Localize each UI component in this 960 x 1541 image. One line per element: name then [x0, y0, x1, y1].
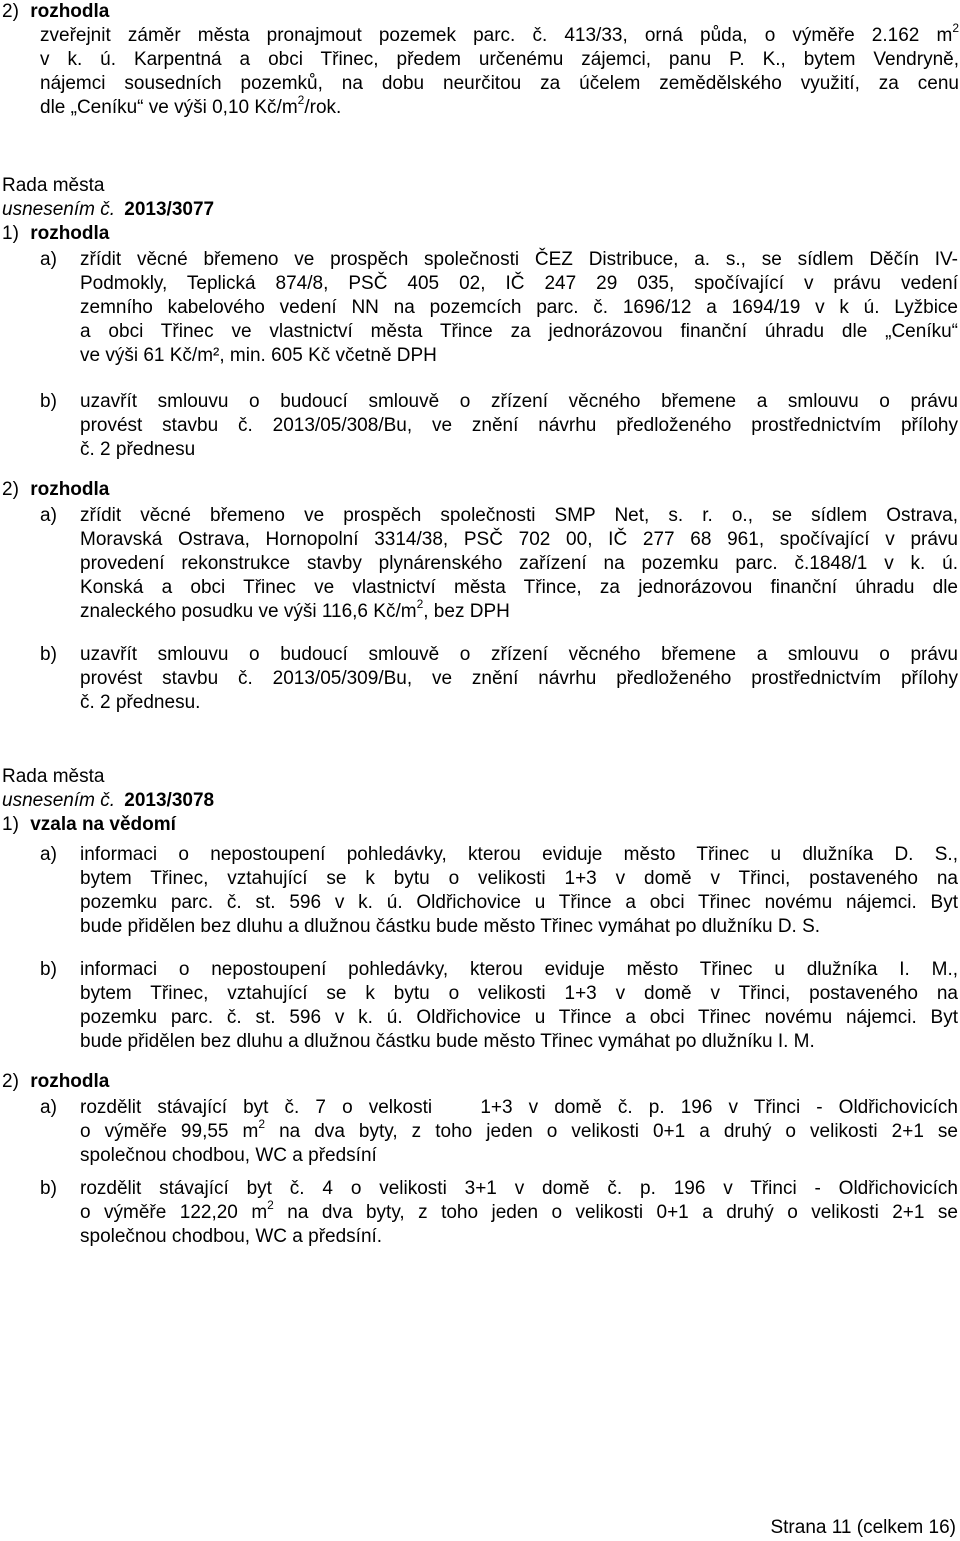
text-line: rozdělit stávající byt č. 7 o velkosti 1+3 v domě č. p. 196 v Třinci - Oldřichovicích [80, 1097, 958, 1118]
text-line: uzavřít smlouvu o budoucí smlouvě o zřízení věcného břemene a smlouvu o právu [80, 391, 958, 412]
item-body [80, 504, 958, 624]
text-line: č. 2 přednesu. [80, 692, 201, 713]
text-line: Moravská Ostrava, Hornopolní 3314/38, PSČ 702 00, IČ 277 68 961, spočívající v právu [80, 529, 958, 550]
section-prev [0, 0, 960, 118]
text-line: nájemci sousedních pozemků, na dobu neurčitou za účelem zemědělského využití, za cenu [40, 73, 959, 94]
item-label: b) [40, 959, 57, 980]
text-line: bytem Třinec, vztahující se k bytu o velikosti 1+3 v domě v Třinci, postaveného na [80, 983, 958, 1004]
resolution-title [0, 198, 960, 222]
text-line: bytem Třinec, vztahující se k bytu o velikosti 1+3 v domě v Třinci, postaveného na [80, 868, 958, 889]
item-body [80, 643, 958, 715]
resolution-label: usnesením č. [2, 790, 115, 811]
text-line: o výměře 122,20 $m^2$ na dva byty, z toho jeden o velikosti 0+1 a druhý o velikosti 2+1 se [80, 1198, 958, 1223]
point-heading: 2) rozhodla [2, 479, 110, 500]
text-line: zemního kabelového vedení NN na pozemcích parc. č. 1696/12 a 1694/19 v k ú. Lyžbice [80, 297, 958, 318]
text-line: rozdělit stávající byt č. 4 o velikosti 3+1 v domě č. p. 196 v Třinci - Oldřichovicích [80, 1178, 958, 1199]
item-body [80, 390, 958, 462]
item-label: a) [40, 1097, 57, 1118]
council-label: Rada města [2, 175, 105, 196]
text-line: pozemku parc. č. st. 596 v k. ú. Oldřichovice u Třince a obci Třinec novému nájemci. Byt [80, 892, 958, 913]
resolution-label: usnesením č. [2, 199, 115, 220]
text-line: informaci o nepostoupení pohledávky, kterou eviduje město Třinec u dlužníka D. S., [80, 844, 958, 865]
council-label: Rada města [2, 766, 105, 787]
section-body [40, 21, 959, 120]
text-line: č. 2 přednesu [80, 439, 196, 460]
resolution-number: 2013/3077 [124, 199, 215, 220]
text-line: Podmokly, Teplická 874/8, PSČ 405 02, IČ 247 29 035, spočívající v právu vedení [80, 273, 958, 294]
text-line: v k. ú. Karpentná a obci Třinec, předem určenému zájemci, panu P. K., bytem Vendryně, [40, 49, 959, 70]
text-line: Konská a obci Třinec ve vlastnictví města Třince, za jednorázovou finanční úhradu dle [80, 577, 958, 598]
text-line: uzavřít smlouvu o budoucí smlouvě o zřízení věcného břemene a smlouvu o právu [80, 644, 958, 665]
resolution-title [0, 789, 960, 813]
resolution-3078 [0, 765, 960, 1247]
point-heading: 2) rozhodla [2, 1071, 110, 1092]
text-line: provést stavbu č. 2013/05/308/Bu, ve znění návrhu předloženého prostřednictvím přílohy [80, 415, 958, 436]
section-heading [0, 0, 960, 24]
resolution-3077 [0, 174, 960, 713]
text-line: pozemku parc. č. st. 596 v k. ú. Oldřichovice u Třince a obci Třinec novému nájemci. Byt [80, 1007, 958, 1028]
point-heading: 1) vzala na vědomí [2, 814, 176, 835]
item-label: a) [40, 249, 57, 270]
section-number: 2) [2, 1, 19, 22]
item-body [80, 843, 958, 939]
item-label: b) [40, 1178, 57, 1199]
text-line: zřídit věcné břemeno ve prospěch společnosti SMP Net, s. r. o., se sídlem Ostrava, [80, 505, 958, 526]
point-heading: 1) rozhodla [2, 223, 110, 244]
page-number: Strana 11 (celkem 16) [770, 1517, 956, 1538]
text-line: zveřejnit záměr města pronajmout pozemek parc. č. 413/33, orná půda, o výměře 2.162 $m^2$ [40, 21, 959, 46]
text-line: o výměře 99,55 $m^2$ na dva byty, z toho jeden o velikosti 0+1 a druhý o velikosti 2+1 se [80, 1117, 958, 1142]
text-line: bude přidělen bez dluhu a dlužnou částku bude město Třinec vymáhat po dlužníku I. M. [80, 1031, 815, 1052]
text-line: informaci o nepostoupení pohledávky, kterou eviduje město Třinec u dlužníka I. M., [80, 959, 958, 980]
text-line: provedení rekonstrukce stavby plynárenského zařízení na pozemku parc. č.1848/1 v k. ú. [80, 553, 958, 574]
text-line: ve výši 61 Kč/m², min. 605 Kč včetně DPH [80, 345, 437, 366]
item-label: a) [40, 505, 57, 526]
item-label: b) [40, 644, 57, 665]
text-line: zřídit věcné břemeno ve prospěch společnosti ČEZ Distribuce, a. s., se sídlem Děčín IV- [80, 249, 958, 270]
section-heading-text: rozhodla [30, 1, 110, 22]
text-line: provést stavbu č. 2013/05/309/Bu, ve znění návrhu předloženého prostřednictvím přílohy [80, 668, 958, 689]
item-body [80, 958, 958, 1054]
text-line: a obci Třinec ve vlastnictví města Třince za jednorázovou finanční úhradu dle „Ceníku“ [80, 321, 958, 342]
resolution-number: 2013/3078 [124, 790, 215, 811]
text-line: bude přidělen bez dluhu a dlužnou částku bude město Třinec vymáhat po dlužníku D. S. [80, 916, 821, 937]
item-body [80, 1096, 958, 1168]
item-body [80, 1177, 958, 1249]
text-line: společnou chodbou, WC a předsíní. [80, 1226, 383, 1247]
item-label: a) [40, 844, 57, 865]
item-label: b) [40, 391, 57, 412]
item-body [80, 248, 958, 368]
text-line: společnou chodbou, WC a předsíní [80, 1145, 377, 1166]
text-line: znaleckého posudku ve výši 116,6 $Kč/m^2$, bez DPH [80, 597, 510, 622]
text-line: dle „Ceníku“ ve výši 0,10 $Kč/m^2$/rok. [40, 93, 342, 118]
